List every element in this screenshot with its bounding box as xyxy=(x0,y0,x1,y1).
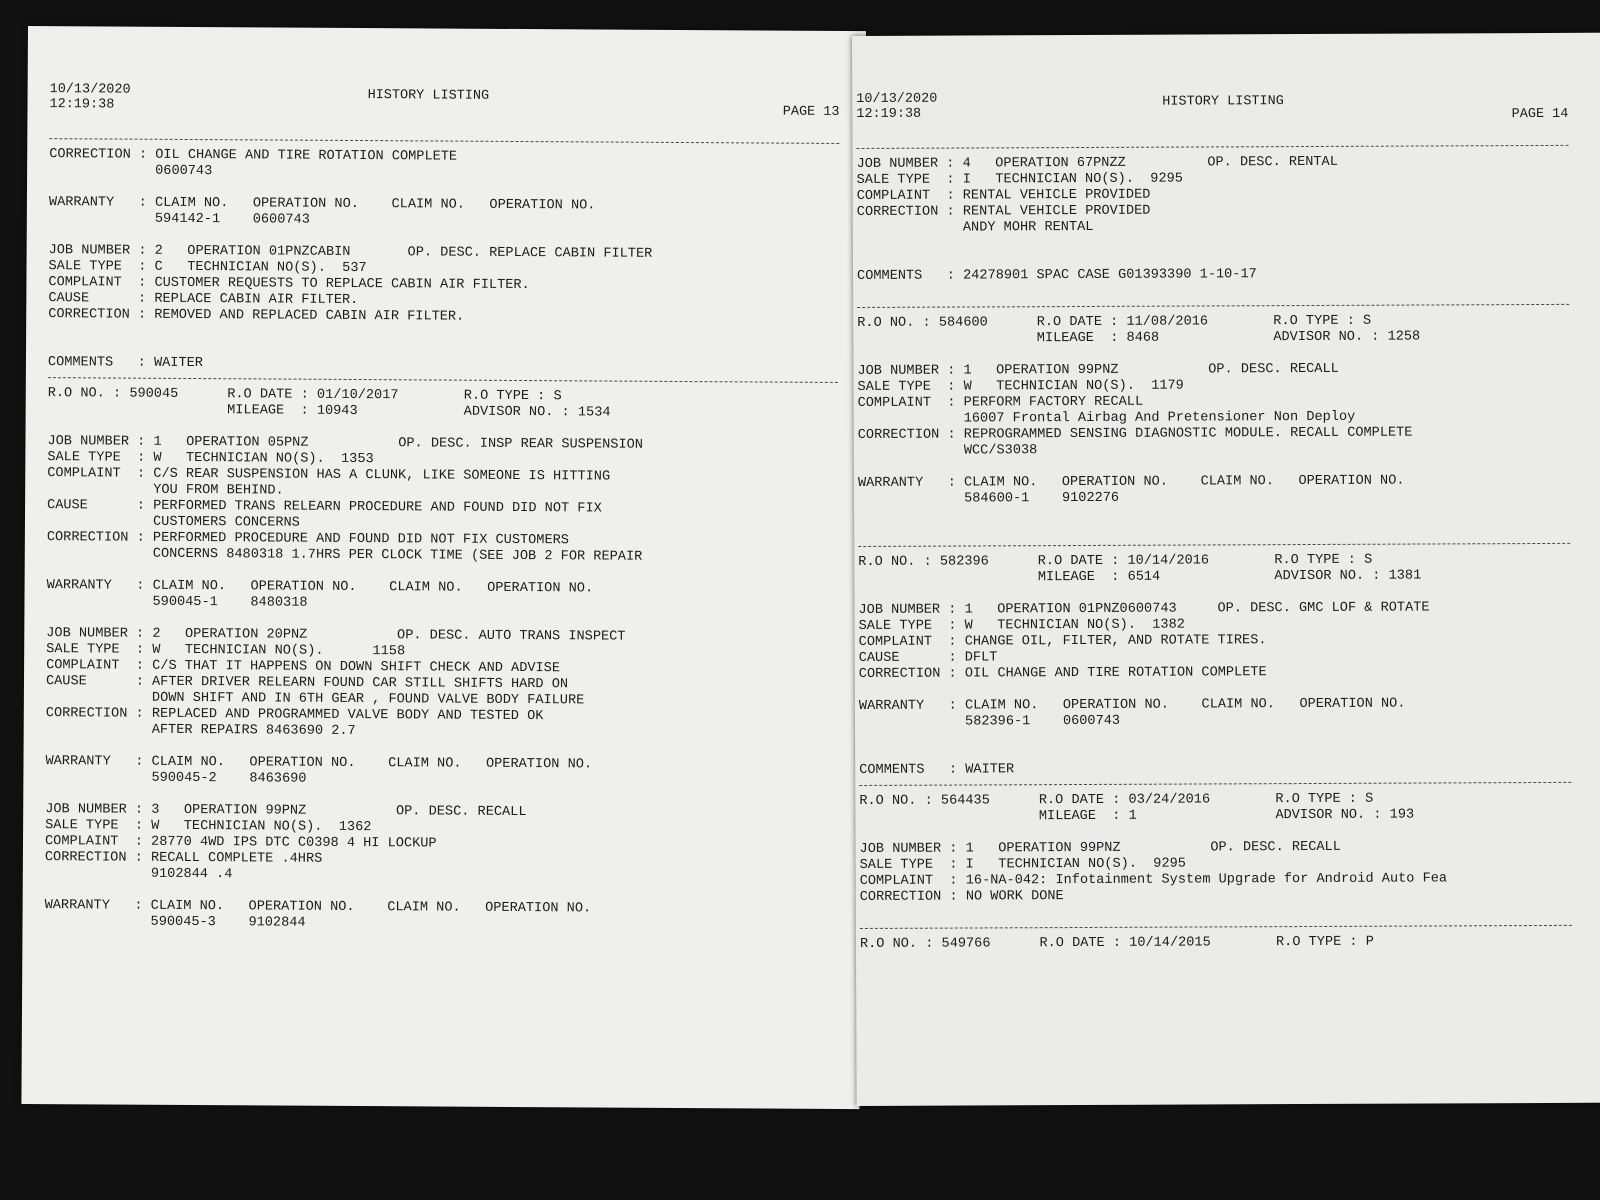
record-line: YOU FROM BEHIND. xyxy=(47,482,284,499)
record-line: 582396-1 0600743 xyxy=(858,713,1121,730)
record-line: R.O NO. : 564435 R.O DATE : 03/24/2016 R.O TYPE : S xyxy=(859,791,1374,809)
record-line: CORRECTION : NO WORK DONE xyxy=(859,889,1064,905)
record-line: COMPLAINT : RENTAL VEHICLE PROVIDED xyxy=(856,187,1151,204)
dashed-separator xyxy=(857,304,1569,308)
page-14-content xyxy=(856,89,1572,953)
page-13-number: PAGE 13 xyxy=(782,104,840,120)
record-line: 590045-1 8480318 xyxy=(46,594,308,611)
record-line: MILEAGE : 1 ADVISOR NO. : 193 xyxy=(859,807,1415,825)
page-14-time: 12:19:38 xyxy=(856,106,922,122)
record-line: JOB NUMBER : 1 OPERATION 99PNZ OP. DESC. RECALL xyxy=(859,839,1341,857)
record-line: COMPLAINT : C/S REAR SUSPENSION HAS A CLUNK, LIKE SOMEONE IS HITTING xyxy=(47,466,611,485)
record-line: COMMENTS : 24278901 SPAC CASE G01393390 1-10-17 xyxy=(857,267,1257,284)
dashed-separator xyxy=(859,782,1571,786)
record-line: MILEAGE : 10943 ADVISOR NO. : 1534 xyxy=(47,402,611,421)
record-line: CORRECTION : REPLACED AND PROGRAMMED VALVE BODY AND TESTED OK xyxy=(45,706,544,725)
blank-line xyxy=(858,521,1570,540)
record-line: 590045-3 9102844 xyxy=(44,914,306,931)
record-line: CORRECTION : OIL CHANGE AND TIRE ROTATION COMPLETE xyxy=(858,665,1267,682)
record-line: SALE TYPE : W TECHNICIAN NO(S). 1179 xyxy=(857,378,1184,395)
record-line: JOB NUMBER : 2 OPERATION 20PNZ OP. DESC. AUTO TRANS INSPECT xyxy=(46,626,626,645)
record-line: COMPLAINT : PERFORM FACTORY RECALL xyxy=(857,394,1144,411)
page-14-date: 10/13/2020 xyxy=(856,91,938,107)
record-line: SALE TYPE : W TECHNICIAN NO(S). 1362 xyxy=(45,818,372,836)
record-line: R.O NO. : 582396 R.O DATE : 10/14/2016 R.O TYPE : S xyxy=(858,552,1373,570)
blank-line xyxy=(857,282,1569,301)
record-line: ANDY MOHR RENTAL xyxy=(856,219,1094,236)
record-line: WARRANTY : CLAIM NO. OPERATION NO. CLAIM NO. OPERATION NO. xyxy=(45,754,593,773)
record-line: WARRANTY : CLAIM NO. OPERATION NO. CLAIM NO. OPERATION NO. xyxy=(44,898,592,917)
dashed-separator xyxy=(858,543,1570,547)
record-line: COMMENTS : WAITER xyxy=(47,355,203,372)
record-line: JOB NUMBER : 1 OPERATION 05PNZ OP. DESC. INSP REAR SUSPENSION xyxy=(47,434,644,453)
record-line: 594142-1 0600743 xyxy=(48,211,310,228)
record-line: CAUSE : PERFORMED TRANS RELEARN PROCEDURE AND FOUND DID NOT FIX xyxy=(47,498,602,517)
record-line: DOWN SHIFT AND IN 6TH GEAR , FOUND VALVE BODY FAILURE xyxy=(45,690,585,709)
record-line: CORRECTION : REMOVED AND REPLACED CABIN AIR FILTER. xyxy=(48,307,465,325)
record-line: CORRECTION : PERFORMED PROCEDURE AND FOUND DID NOT FIX CUSTOMERS xyxy=(46,530,570,549)
record-line: MILEAGE : 8468 ADVISOR NO. : 1258 xyxy=(857,329,1421,347)
record-line: CAUSE : REPLACE CABIN AIR FILTER. xyxy=(48,291,359,309)
record-line: SALE TYPE : C TECHNICIAN NO(S). 537 xyxy=(48,259,367,277)
record-line: SALE TYPE : W TECHNICIAN NO(S). 1382 xyxy=(858,617,1185,634)
record-line: R.O NO. : 549766 R.O DATE : 10/14/2015 R.O TYPE : P xyxy=(859,934,1374,952)
record-line: CONCERNS 8480318 1.7HRS PER CLOCK TIME (SEE JOB 2 FOR REPAIR xyxy=(46,546,643,565)
page-14-header xyxy=(856,89,1568,142)
record-line: 9102844 .4 xyxy=(44,866,233,883)
record-line: CAUSE : DFLT xyxy=(858,650,998,666)
record-line: R.O NO. : 584600 R.O DATE : 11/08/2016 R.O TYPE : S xyxy=(857,313,1372,331)
record-line: CORRECTION : RECALL COMPLETE .4HRS xyxy=(44,850,323,867)
record-line: JOB NUMBER : 3 OPERATION 99PNZ OP. DESC. RECALL xyxy=(45,802,527,821)
dashed-separator xyxy=(49,138,839,144)
page-13-header xyxy=(49,82,839,137)
record-line: WCC/S3038 xyxy=(857,443,1038,459)
record-line: CUSTOMERS CONCERNS xyxy=(46,514,300,531)
record-line: JOB NUMBER : 2 OPERATION 01PNZCABIN OP. DESC. REPLACE CABIN FILTER xyxy=(48,243,653,262)
dashed-separator xyxy=(856,145,1568,149)
page-14-body xyxy=(856,145,1572,953)
page-14-datetime xyxy=(856,92,937,122)
record-line: CORRECTION : RENTAL VEHICLE PROVIDED xyxy=(856,203,1151,220)
record-line: 590045-2 8463690 xyxy=(45,770,307,787)
record-line: SALE TYPE : I TECHNICIAN NO(S). 9295 xyxy=(856,171,1183,188)
record-line: CORRECTION : REPROGRAMMED SENSING DIAGNOSTIC MODULE. RECALL COMPLETE xyxy=(857,425,1413,443)
record-line: COMPLAINT : C/S THAT IT HAPPENS ON DOWN SHIFT CHECK AND ADVISE xyxy=(46,658,561,677)
page-13-time: 12:19:38 xyxy=(49,97,115,113)
record-line: 584600-1 9102276 xyxy=(857,490,1120,507)
page-13-content xyxy=(44,82,839,935)
record-line: WARRANTY : CLAIM NO. OPERATION NO. CLAIM NO. OPERATION NO. xyxy=(48,195,596,214)
record-line: WARRANTY : CLAIM NO. OPERATION NO. CLAIM NO. OPERATION NO. xyxy=(857,473,1405,491)
record-line: COMMENTS : WAITER xyxy=(859,762,1015,778)
dashed-separator xyxy=(860,925,1572,929)
record-line: CAUSE : AFTER DRIVER RELEARN FOUND CAR STILL SHIFTS HARD ON xyxy=(45,674,569,693)
record-line: SALE TYPE : W TECHNICIAN NO(S). 1158 xyxy=(46,642,406,660)
dashed-separator xyxy=(48,377,838,383)
printout-page-14 xyxy=(852,33,1600,1106)
record-line: JOB NUMBER : 1 OPERATION 01PNZ0600743 OP. DESC. GMC LOF & ROTATE xyxy=(858,600,1430,618)
record-line: WARRANTY : CLAIM NO. OPERATION NO. CLAIM NO. OPERATION NO. xyxy=(46,578,594,597)
page-13-body xyxy=(44,138,839,935)
record-line: 16007 Frontal Airbag And Pretensioner Non Deploy xyxy=(857,409,1356,427)
record-line: CORRECTION : OIL CHANGE AND TIRE ROTATION COMPLETE xyxy=(49,147,458,165)
page-13-title: HISTORY LISTING xyxy=(367,88,490,104)
blank-line xyxy=(860,903,1572,922)
record-line: SALE TYPE : I TECHNICIAN NO(S). 9295 xyxy=(859,856,1186,873)
page-13-datetime xyxy=(49,82,130,112)
record-line: WARRANTY : CLAIM NO. OPERATION NO. CLAIM NO. OPERATION NO. xyxy=(858,696,1406,714)
record-line: COMPLAINT : 28770 4WD IPS DTC C0398 4 HI LOCKUP xyxy=(44,834,437,852)
record-line: JOB NUMBER : 1 OPERATION 99PNZ OP. DESC. RECALL xyxy=(857,361,1339,379)
printout-page-13 xyxy=(21,26,866,1109)
page-14-title: HISTORY LISTING xyxy=(1162,94,1284,110)
record-line: SALE TYPE : W TECHNICIAN NO(S). 1353 xyxy=(47,450,374,468)
record-line: COMPLAINT : 16-NA-042: Infotainment System Upgrade for Android Auto Fea xyxy=(859,871,1448,889)
page-13-date: 10/13/2020 xyxy=(49,82,131,98)
record-line: 0600743 xyxy=(49,163,213,180)
record-line: AFTER REPAIRS 8463690 2.7 xyxy=(45,722,356,740)
record-line: COMPLAINT : CHANGE OIL, FILTER, AND ROTATE TIRES. xyxy=(858,633,1267,650)
page-14-number: PAGE 14 xyxy=(1511,106,1569,123)
record-line: JOB NUMBER : 4 OPERATION 67PNZZ OP. DESC. RENTAL xyxy=(856,154,1338,172)
record-line: COMPLAINT : CUSTOMER REQUESTS TO REPLACE CABIN AIR FILTER. xyxy=(48,275,530,294)
record-line: R.O NO. : 590045 R.O DATE : 01/10/2017 R.O TYPE : S xyxy=(47,386,562,405)
record-line: MILEAGE : 6514 ADVISOR NO. : 1381 xyxy=(858,568,1422,586)
